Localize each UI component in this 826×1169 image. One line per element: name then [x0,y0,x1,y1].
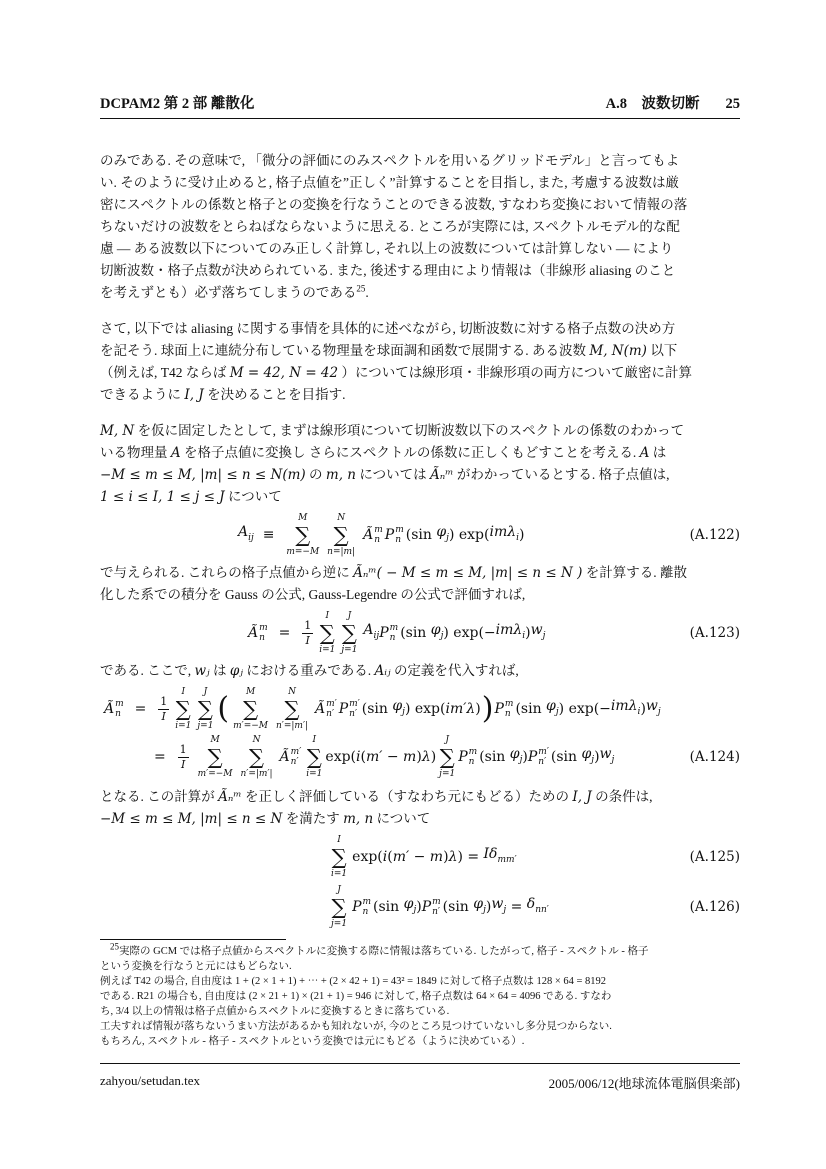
text-segment: M, N(m) [589,343,647,359]
sup-sub-stack: m n [468,746,478,767]
math-term: = [506,899,527,915]
text-line [100,562,740,584]
sum-operator: M ∑ m′=−M [197,735,233,779]
math-term: = [154,749,175,765]
text-segment: である. R21 の場合も, 自由度は (2 × 21 + 1) × (21 + 1) = 946 に対して, 格子点数は 64 × 64 = 4096 である. すなわ [100,991,612,1002]
equation-A122-math [238,513,524,557]
text-segment: Ãₙᵐ [218,789,242,805]
math-term: m′ − m [392,849,444,865]
math-term: $w_j$ [645,698,661,717]
math-term: exp( [325,749,357,765]
text-segment: . [365,285,369,300]
text-segment: Ãₙᵐ( − M ≤ m ≤ M, |m| ≤ n ≤ N ) [353,565,583,581]
text-line [100,340,740,362]
text-segment: である. ここで, [100,663,195,678]
math-term: $\delta_{nn'}$ [526,896,549,915]
text-line [100,420,740,442]
text-segment: を満たす [282,811,344,826]
equation-A126 [100,884,740,930]
text-segment: における重みである. [242,663,375,678]
fraction: $\frac{1}{I}$ [304,619,312,647]
math-term: Ã m′ n′ [315,698,337,719]
sum-operator: I ∑ i=1 [306,735,323,779]
math-term: (sin [373,899,404,915]
text-segment: を考えずとも）必ず落ちてしまうのである [100,285,357,300]
text-segment: 密にスペクトルの係数と格子との変換を行なうことのできる波数, すなわち変換において情報の落 [100,197,688,212]
sum-operator: J ∑ j=1 [331,885,348,929]
sup-sub-stack: m n [115,698,124,719]
text-segment: ち, 3/4 以上の情報は格子点値からスペクトルに変換するときに落ちている. [100,1006,450,1017]
text-segment: φⱼ [229,663,243,679]
text-line [100,1034,740,1049]
text-segment: がわかっているとする. 格子点値は, [453,467,670,482]
math-term: $\varphi_j$ [581,746,595,765]
sup-sub-stack: m n [504,698,514,719]
text-segment: を決めることを目指す. [203,387,346,402]
text-segment: wⱼ [194,663,210,679]
equation-A126-label: (A.126) [689,899,740,915]
text-line [100,216,740,238]
text-segment: （例えば, T42 ならば [100,365,230,380]
math-term: ( [387,849,393,865]
text-segment: I, J [572,789,592,805]
sum-operator: J ∑ j=1 [197,687,214,731]
sum-operator: M ∑ m′=−M [233,687,269,731]
math-term: P m n′ [421,896,441,917]
page-header [100,92,740,113]
math-term: = [269,625,300,641]
text-segment: は [209,663,230,678]
math-term: ) exp( [404,701,446,717]
math-term: i [382,849,388,865]
paragraph-2 [100,318,740,406]
math-term: $A_{ij}$ [238,524,254,543]
sup-sub-stack: m n′ [432,896,441,917]
equation-A126-math [328,885,549,929]
text-segment: できるように [100,387,185,402]
math-term: $w_j$ [599,746,615,765]
text-line [100,238,740,260]
sup-sub-stack: m n [389,622,399,643]
math-term: ) [430,749,437,765]
text-line [100,786,740,808]
header-running-title: DCPAM2 第 2 部 離散化 [100,96,255,112]
equation-A122-label: (A.122) [689,527,740,543]
page-footer [100,1073,740,1092]
text-line [100,362,740,384]
math-term: Ã m n [363,524,383,545]
text-segment: ）については線形項・非線形項の両方について厳密に計算 [338,365,692,380]
text-segment: を仮に固定したとして, まずは線形項について切断波数以下のスペクトルの係数のわかって [134,423,685,438]
text-segment: の条件は, [591,789,653,804]
sum-operator: N ∑ n′=|m′| [240,735,273,779]
text-segment: さて, 以下では aliasing に関する事情を具体的に述べながら, 切断波数に対する格子点数の決め方 [100,321,676,336]
text-segment: −M ≤ m ≤ M, |m| ≤ n ≤ N(m) [100,467,306,483]
math-term: P m n [458,746,478,767]
fraction: $\frac{1}{I}$ [160,695,168,723]
text-segment: Ãₙᵐ [430,467,454,483]
text-segment: 工夫すれば情報が落ちないうまい方法があるかも知れないが, 今のところ見つけていないし多分見つからない. [100,1021,612,1032]
sum-operator: M ∑ m=−M [286,513,320,557]
equation-A125 [100,834,740,880]
text-segment: m, n [343,811,374,827]
math-term: ) [594,749,600,765]
text-segment: −M ≤ m ≤ M, |m| ≤ n ≤ N [100,811,283,827]
text-segment: について [373,811,431,826]
math-term: P m n [384,524,404,545]
text-line [100,260,740,282]
math-term: (sin [550,749,582,765]
text-segment: 実際の GCM では格子点値からスペクトルに変換する際に情報は落ちている. したがって, 格子 - スペクトル - 格子 [119,946,649,957]
text-segment: 以下 [646,343,678,358]
text-line [100,660,740,682]
text-line [100,808,740,830]
math-term: $I\delta_{mm'}$ [483,846,517,865]
math-term: ) [519,527,525,543]
math-term: $w_j$ [530,622,546,641]
math-term: (sin [361,701,393,717]
math-term: Ã m n [104,698,124,719]
footnote-marker: 25 [110,941,119,952]
text-segment: M = 42, N = 42 [229,365,339,381]
math-term: $\varphi_j$ [436,524,449,543]
math-term: (sin [405,527,437,543]
text-segment: いる物理量 [100,445,171,460]
footer-date-credit: 2005/006/12(地球流体電脳倶楽部) [548,1076,740,1091]
math-term: imλ$_i$ [495,622,526,641]
text-line [100,974,740,989]
math-term: (sin [515,701,547,717]
equation-A124-line2 [100,734,740,780]
header-section-title: A.8 波数切断 [605,96,700,112]
math-term: P m n [352,896,372,917]
header-section-area [606,92,740,113]
text-segment: 慮 — ある波数以下についてのみ正しく計算し, それ以上の波数については計算しない — により [100,241,674,256]
text-segment: という変換を行なうと元にはもどらない. [100,961,292,972]
text-segment: M, N [100,423,135,439]
math-term: λ [448,849,458,865]
equation-A124-label: (A.124) [689,749,740,765]
text-segment: m, n [325,467,357,483]
text-segment: を格子点値に変換し さらにスペクトルの係数に正しくもどすことを考える. [180,445,640,460]
text-segment: は [649,445,667,460]
text-line [100,1019,740,1034]
math-term: imλ$_i$ [489,524,520,543]
text-segment: 例えば T42 の場合, 自由度は 1 + (2 × 1 + 1) + ⋯ + (2 × 42 + 1) = 43² = 1849 に対して格子点数は 128 × 64 = 8192 [100,976,607,987]
equation-A123-math [248,611,545,655]
text-segment: の定義を代入すれば, [390,663,519,678]
math-term: = [125,701,156,717]
sup-sub-stack: m n [395,524,404,545]
footnote-rule [100,939,286,940]
math-term: Ã m′ n′ [279,746,302,767]
math-term: exp( [352,849,383,865]
text-segment: を計算する. 離散 [582,565,687,580]
text-line [100,442,740,464]
text-segment: ちないだけの波数をとらねばならないように思える. ところが実際には, スペクトルモデル的な配 [100,219,680,234]
text-segment: を正しく評価している（すなわち元にもどる）ための [241,789,573,804]
text-segment: A [170,445,181,461]
math-term: $\varphi_j$ [509,746,523,765]
math-term: λ [421,749,431,765]
math-term: $\varphi_j$ [546,698,559,717]
math-term: ( [360,749,366,765]
paragraph-6 [100,786,740,830]
text-segment: について [224,489,282,504]
math-term: ) exp( [448,527,490,543]
text-segment: については [356,467,430,482]
text-segment: を記そう. 球面上に連続分布している物理量を球面調和函数で展開する. ある波数 [100,343,590,358]
text-line [100,318,740,340]
math-term: ) [416,749,422,765]
math-term: m′ − m [365,749,417,765]
text-segment: 切断波数・格子点数が決められている. また, 後述する理由により情報は（非線形 aliasing のこと [100,263,676,278]
math-term: $w_j$ [491,896,507,915]
text-segment: となる. この計算が [100,789,219,804]
text-segment: I, J [184,387,204,403]
math-term: $\varphi_j$ [392,698,405,717]
math-term: P m′ n′ [338,698,360,719]
math-term: ) [416,899,422,915]
math-term: Ã m n [248,622,268,643]
text-segment: Aᵢⱼ [374,663,391,679]
paragraph-4 [100,562,740,606]
text-segment: で与えられる. これらの格子点値から逆に [100,565,354,580]
text-line [100,959,740,974]
math-term: ) exp(− [558,701,611,717]
math-term: P m n [379,622,399,643]
math-term: $\varphi_j$ [430,622,444,641]
text-segment: 1 ≤ i ≤ I, 1 ≤ j ≤ J [100,489,225,505]
math-term: $\varphi_j$ [473,896,486,915]
text-segment: のみである. その意味で, 「微分の評価にのみスペクトルを用いるグリッドモデル」と言ってもよ [100,153,680,168]
sup-sub-stack: m n [259,622,268,643]
sup-sub-stack: m′ n′ [290,746,302,767]
paragraph-3 [100,420,740,508]
equation-A125-math [328,835,517,879]
math-term: i [356,749,361,765]
math-term: ) exp(− [443,625,496,641]
sup-sub-stack: m n [374,524,383,545]
math-term: im′λ [445,701,476,717]
math-term: ) [525,625,531,641]
equation-A123-label: (A.123) [689,625,740,641]
body-text [100,150,740,930]
sup-sub-stack: m′ n′ [349,698,360,719]
text-line [100,486,740,508]
math-term: ) [485,899,492,915]
math-term: P m′ n′ [527,746,549,767]
text-line [100,194,740,216]
footnote-block [100,941,740,1049]
text-line [100,989,740,1004]
sum-operator: I ∑ i=1 [175,687,192,731]
text-segment: い. そのように受け止めると, 格子点値を”正しく”計算することを目指し, また, 考慮する波数は厳 [100,175,679,190]
sup-sub-stack: m′ n′ [326,698,337,719]
math-term: ≡ [253,527,284,543]
equation-A124-line1 [100,686,740,732]
footer-rule [100,1063,740,1064]
equation-A122 [100,512,740,558]
sum-operator: I ∑ i=1 [331,835,348,879]
footer-source-file: zahyou/setudan.tex [100,1073,200,1088]
fraction: $\frac{1}{I}$ [179,743,187,771]
math-term: ) = [457,849,484,865]
math-term: ) [475,701,481,717]
big-paren: ( [217,691,230,726]
math-term: ) [640,701,646,717]
math-term: (sin [400,625,431,641]
text-line [100,282,740,304]
page-number: 25 [725,96,740,112]
header-rule [100,118,740,119]
math-term: (sin [442,899,474,915]
sum-operator: N ∑ n′=|m′| [276,687,309,731]
paragraph-1 [100,150,740,304]
text-line [100,150,740,172]
paragraph-5 [100,660,740,682]
sum-operator: N ∑ n=|m| [327,513,356,557]
math-term: $A_{ij}$ [363,622,380,641]
sum-operator: J ∑ j=1 [341,611,358,655]
sup-sub-stack: m n [362,896,372,917]
equation-A124-line2-math [154,735,614,779]
big-paren: ) [481,691,494,726]
equation-A124-line1-math [104,687,661,731]
math-term: ) [522,749,528,765]
sup-sub-stack: m′ n′ [538,746,549,767]
sum-operator: I ∑ i=1 [319,611,336,655]
text-segment: 化した系での積分を Gauss の公式, Gauss-Legendre の公式で評価すれば, [100,587,526,602]
equation-A125-label: (A.125) [689,849,740,865]
text-line [100,584,740,606]
math-term: (sin [479,749,510,765]
equation-A123 [100,610,740,656]
math-term: P m n [494,698,514,719]
math-term: imλ$_i$ [610,698,641,717]
text-segment: の [305,467,326,482]
text-segment: もちろん, スペクトル - 格子 - スペクトルという変換では元にもどる（ように決めている）. [100,1036,525,1047]
text-line [100,464,740,486]
text-line [100,1004,740,1019]
text-line [100,384,740,406]
footnote-marker: 25 [356,283,366,294]
text-line [100,941,740,959]
text-segment: A [639,445,650,461]
math-term: $\varphi_j$ [403,896,417,915]
sum-operator: J ∑ j=1 [439,735,456,779]
math-term: ) [443,849,449,865]
text-line [100,172,740,194]
